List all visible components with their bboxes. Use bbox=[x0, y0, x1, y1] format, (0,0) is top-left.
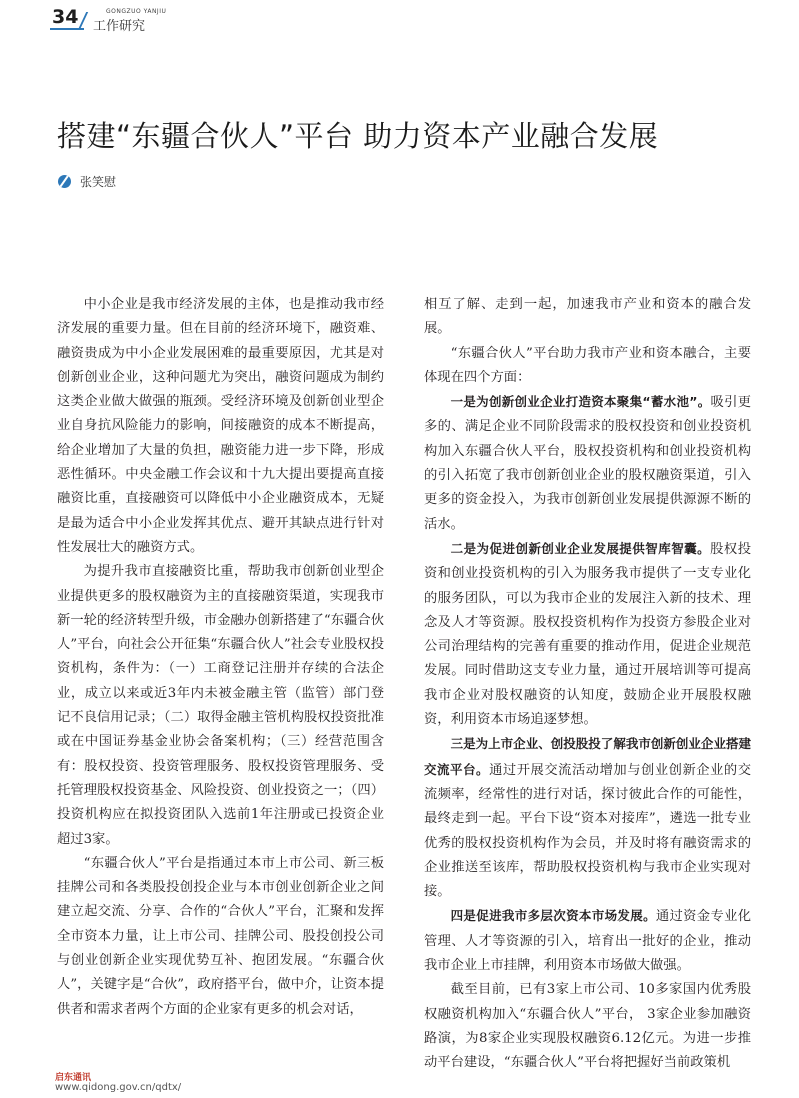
section-name: 工作研究 bbox=[93, 19, 146, 34]
point-text: 通过资金专业化管理、人才等资源的引入，培育出一批好的企业，推动我市企业上市挂牌，利用资本市场做大做强。 bbox=[424, 909, 751, 974]
paragraph: 为提升我市直接融资比重，帮助我市创新创业型企业提供更多的股权融资为主的直接融资渠道，实现我市新一轮的经济转型升级，市金融办创新搭建了“东疆合伙人”平台，向社会公开征集“东疆合伙人”社会专业股权投资机构，条件为：（一）工商登记注册并存续的合法企业，成立以来或近3年内未被金融主管（监管）部门登记不良信用记录；（二）取得金融主管机构股权投资批准或在中国证券基金业协会备案机构；（三）经营范围含有：股权投资、投资管理服务、股权投资管理服务、受托管理股权投资基金、风险投资、创业投资之一；（四）投资机构应在拟投资团队入选前1年注册或已投资企业超过3家。 bbox=[57, 564, 384, 847]
page-number: 34 bbox=[52, 6, 79, 28]
article-title: 搭建“东疆合伙人”平台 助力资本产业融合发展 bbox=[57, 119, 659, 153]
point-paragraph bbox=[424, 732, 751, 904]
paragraph: 中小企业是我市经济发展的主体，也是推动我市经济发展的重要力量。但在目前的经济环境下，融资难、融资贵成为中小企业发展困难的最重要原因，尤其是对创新创业企业，这种问题尤为突出，融资问题成为制约这类企业做大做强的瓶颈。受经济环境及创新创业型企业自身抗风险能力的影响，间接融资的成本不断提高，给企业增加了大量的负担，融资能力进一步下降，形成恶性循环。中央金融工作会议和十九大提出要提高直接融资比重，直接融资可以降低中小企业融资成本，无疑是最为适合中小企业发挥其优点、避开其缺点进行针对性发展壮大的融资方式。 bbox=[57, 297, 384, 555]
footer-brand: 启东通讯 bbox=[55, 1073, 92, 1083]
point-paragraph bbox=[424, 537, 751, 732]
point-paragraph bbox=[424, 390, 751, 537]
section-pinyin: GONGZUO YANJIU bbox=[106, 8, 167, 15]
point-lead: 三是为上市企业、创投股投了解我市创新创业企业搭建交流平台。 bbox=[424, 736, 751, 777]
paragraph: “东疆合伙人”平台助力我市产业和资本融合，主要体现在四个方面： bbox=[424, 345, 751, 385]
right-column bbox=[424, 293, 751, 1076]
point-lead: 四是促进我市多层次资本市场发展。 bbox=[450, 908, 656, 924]
point-text: 通过开展交流活动增加与创业创新企业的交流频率，经常性的进行对话，探讨彼此合作的可能性，最终走到一起。平台下设“资本对接库”，遴选一批专业优秀的股权投资机构作为会员，并及时将有融资需求的企业推送至该库，帮助股权投资机构与我市企业实现对接。 bbox=[424, 762, 751, 900]
point-lead: 二是为促进创新创业企业发展提供智库智囊。 bbox=[450, 540, 711, 556]
author-name: 张笑慰 bbox=[80, 175, 117, 189]
point-lead: 一是为创新创业企业打造资本聚集“蓄水池”。 bbox=[450, 394, 711, 410]
paragraph: 截至目前，已有3家上市公司、10多家国内优秀股权融资机构加入“东疆合伙人”平台， 3家企业参加融资路演，为8家企业实现股权融资6.12亿元。为进一步推动平台建设，“东疆合伙人”平台将把握好当前政策机 bbox=[424, 982, 751, 1071]
footer-url: www.qidong.gov.cn/qdtx/ bbox=[55, 1082, 182, 1093]
point-text: 吸引更多的、满足企业不同阶段需求的股权投资和创业投资机构加入东疆合伙人平台，股权投资机构和创业投资机构的引入拓宽了我市创新创业企业的股权融资渠道，引入更多的资金投入，为我市创新创业发展提供源源不断的活水。 bbox=[424, 395, 751, 532]
left-column bbox=[57, 293, 384, 1022]
author-icon bbox=[58, 175, 71, 188]
paragraph: “东疆合伙人”平台是指通过本市上市公司、新三板挂牌公司和各类股投创投企业与本市创业创新企业之间建立起交流、分享、合作的“合伙人”平台，汇聚和发挥全市资本力量，让上市公司、挂牌公司、股投创投公司与创业创新企业实现优势互补、抱团发展。“东疆合伙人”，关键字是“合伙”，政府搭平台，做中介，让资本提供者和需求者两个方面的企业家有更多的机会对话， bbox=[57, 855, 384, 1017]
paragraph-continuation: 相互了解、走到一起，加速我市产业和资本的融合发展。 bbox=[424, 297, 751, 337]
point-paragraph bbox=[424, 904, 751, 978]
point-text: 股权投资和创业投资机构的引入为服务我市提供了一支专业化的服务团队，可以为我市企业的发展注入新的技术、理念及人才等资源。股权投资机构作为投资方参股企业对公司治理结构的完善有重要的推动作用，促进企业规范发展。同时借助这支专业力量，通过开展培训等可提高我市企业对股权融资的认知度，鼓励企业开展股权融资，利用资本市场追逐梦想。 bbox=[424, 541, 751, 728]
